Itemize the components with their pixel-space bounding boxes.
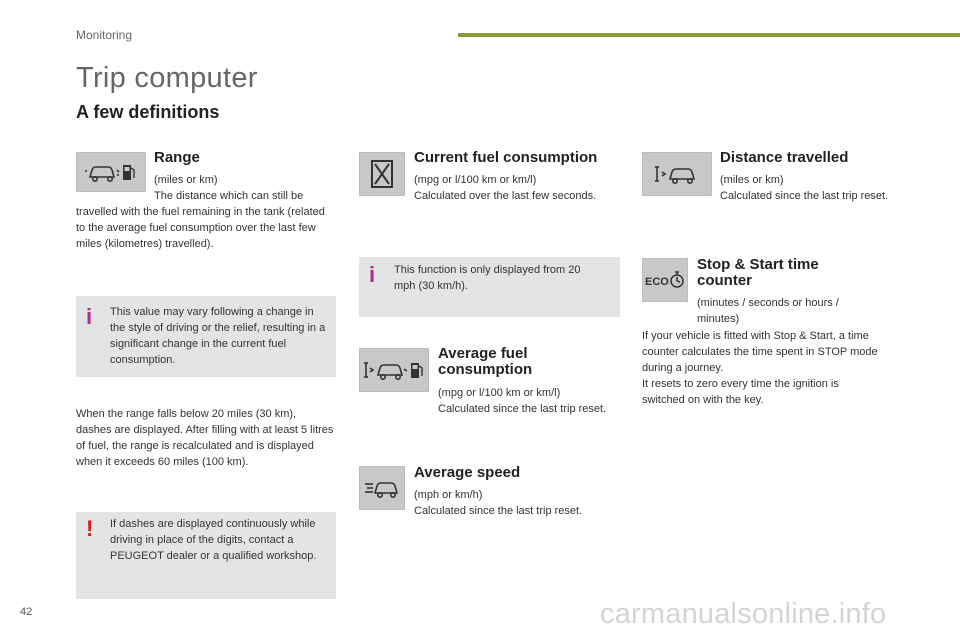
- section-label: Monitoring: [76, 28, 133, 42]
- warning-icon: !: [86, 516, 94, 541]
- page-number: 42: [20, 606, 33, 618]
- speed-car-icon: [359, 466, 405, 510]
- average-speed-description: Calculated since the last trip reset.: [414, 505, 583, 517]
- page-subtitle: A few definitions: [76, 102, 220, 122]
- car-fuel-pump-icon: [76, 152, 146, 192]
- info-icon: i: [369, 262, 376, 287]
- range-warning-note: [76, 512, 336, 599]
- stop-start-units: (minutes / seconds or hours / minutes): [697, 297, 839, 325]
- current-fuel-title: Current fuel consumption: [414, 149, 598, 166]
- range-title: Range: [154, 149, 200, 166]
- average-speed-title: Average speed: [414, 464, 521, 481]
- current-fuel-note-text: This function is only displayed from 20 mph (30 km/h).: [394, 264, 581, 292]
- stop-start-description-2: It resets to zero every time the ignition is switched on with the key.: [642, 378, 839, 406]
- distance-title: Distance travelled: [720, 149, 849, 166]
- distance-car-icon: [642, 152, 712, 196]
- average-fuel-units: (mpg or l/100 km or km/l): [438, 387, 561, 399]
- eco-timer-icon: [642, 258, 688, 302]
- range-warning-note-text: If dashes are displayed continuously while driving in place of the digits, contact a PEUGEOT dealer or a qualified workshop.: [110, 518, 317, 562]
- average-fuel-title: Average fuel consumption: [438, 345, 533, 378]
- watermark: carmanualsonline.info: [600, 598, 887, 630]
- range-units: (miles or km): [154, 174, 218, 186]
- average-speed-units: (mph or km/h): [414, 489, 483, 501]
- current-fuel-description: Calculated over the last few seconds.: [414, 190, 597, 202]
- eco-icon-text: ECO: [645, 276, 669, 288]
- distance-description: Calculated since the last trip reset.: [720, 190, 889, 202]
- range-info-note: [76, 296, 336, 377]
- fuel-gauge-icon: [359, 152, 405, 196]
- range-info-note-text: This value may vary following a change in the style of driving or the relief, resulting in a significant change in the current fuel consumption.: [110, 306, 326, 366]
- distance-units: (miles or km): [720, 174, 784, 186]
- current-fuel-note: [359, 257, 620, 317]
- info-icon: i: [86, 304, 93, 329]
- stop-start-description: If your vehicle is fitted with Stop & Start, a time counter calculates the time spent in STOP mode during a journey.: [642, 330, 878, 374]
- stop-start-title: Stop & Start time counter: [697, 256, 819, 289]
- page-title: Trip computer: [76, 62, 258, 94]
- current-fuel-units: (mpg or l/100 km or km/l): [414, 174, 537, 186]
- average-fuel-car-icon: [359, 348, 429, 392]
- range-dashes-text: When the range falls below 20 miles (30 km), dashes are displayed. After filling with at least 5 litres of fuel, the range is recalculated and is displayed when it exceeds 60 miles (100 km).: [76, 408, 334, 468]
- range-description-line1: The distance which can still be: [154, 190, 304, 202]
- range-description: travelled with the fuel remaining in the tank (related to the average fuel consumption over the last few miles (kilometres) travelled).: [76, 206, 325, 250]
- header-accent-bar: [458, 33, 960, 37]
- average-fuel-description: Calculated since the last trip reset.: [438, 403, 607, 415]
